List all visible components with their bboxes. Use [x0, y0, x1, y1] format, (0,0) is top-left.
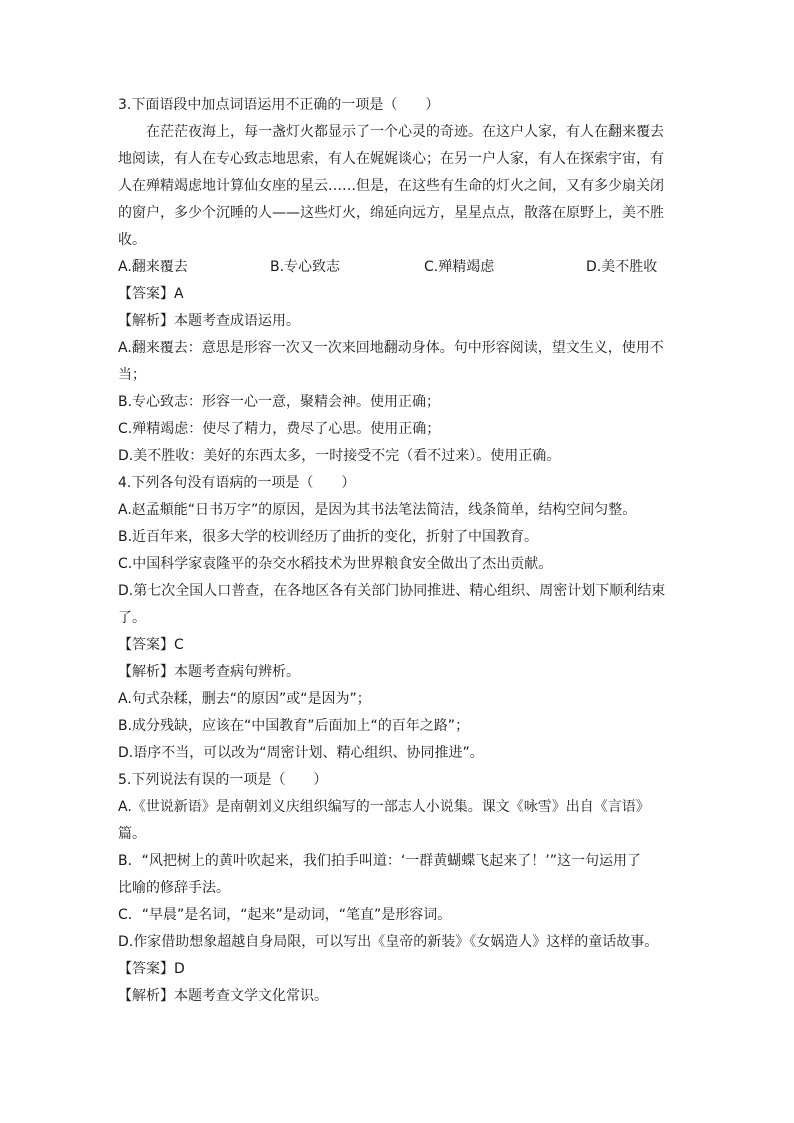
analysis-line: B.专心致志：形容一心一意，聚精会神。使用正确； — [118, 394, 441, 410]
question-3-options — [118, 254, 674, 281]
option-line: D.作家借助想象超越自身局限，可以写出《皇帝的新装》《女娲造人》这样的童话故事。 — [118, 934, 659, 950]
option-line: 了。 — [118, 610, 146, 626]
option-line: C．“早晨”是名词，“起来”是动词，“笔直”是形容词。 — [118, 907, 452, 923]
option-line: C.中国科学家袁隆平的杂交水稻技术为世界粮食安全做出了杰出贡献。 — [118, 556, 553, 572]
option-line: B．“风把树上的黄叶吹起来，我们拍手叫道：‘一群黄蝴蝶飞起来了！’”这一句运用了 — [118, 853, 642, 869]
option-d: D.美不胜收 — [586, 259, 658, 275]
passage-line: 的窗户，多少个沉睡的人——这些灯火，绵延向远方，星星点点，散落在原野上，美不胜 — [118, 205, 664, 221]
passage-line: 人在殚精竭虑地计算仙女座的星云……但是，在这些有生命的灯火之间，又有多少扇关闭 — [118, 178, 664, 194]
option-line: 比喻的修辞手法。 — [118, 880, 230, 896]
analysis-line: A.翻来覆去：意思是形容一次又一次来回地翻动身体。句中形容阅读，望文生义，使用不 — [118, 340, 664, 356]
analysis-line: A.句式杂糅，删去“的原因”或“是因为”； — [118, 691, 371, 707]
analysis-line: B.成分残缺，应该在“中国教育”后面加上“的百年之路”； — [118, 718, 470, 734]
analysis-line: C.殚精竭虑：使尽了精力，费尽了心思。使用正确； — [118, 421, 441, 437]
option-line: D.第七次全国人口普查，在各地区各有关部门协同推进、精心组织、周密计划下顺利结束 — [118, 583, 666, 599]
passage-line: 在茫茫夜海上，每一盏灯火都显示了一个心灵的奇迹。在这户人家，有人在翻来覆去 — [146, 124, 664, 140]
passage-line: 收。 — [118, 232, 146, 248]
option-line: A.《世说新语》是南朝刘义庆组织编写的一部志人小说集。课文《咏雪》出自《言语》 — [118, 799, 650, 815]
option-line: 篇。 — [118, 826, 146, 842]
option-line: B.近百年来，很多大学的校训经历了曲折的变化，折射了中国教育。 — [118, 529, 539, 545]
question-5-title: 5.下列说法有误的一项是（ ） — [118, 772, 328, 788]
option-a: A.翻来覆去 — [118, 259, 188, 275]
answer-label: 【答案】D — [118, 961, 185, 977]
analysis-line: D.语序不当，可以改为“周密计划、精心组织、协同推进”。 — [118, 745, 484, 761]
question-3-title: 3.下面语段中加点词语运用不正确的一项是（ ） — [118, 97, 440, 113]
question-4-title: 4.下列各句没有语病的一项是（ ） — [118, 475, 356, 491]
option-b: B.专心致志 — [270, 259, 341, 275]
document-content — [118, 92, 674, 1010]
analysis-title: 【解析】本题考查成语运用。 — [118, 313, 300, 329]
option-c: C.殚精竭虑 — [424, 259, 495, 275]
analysis-line: D.美不胜收：美好的东西太多，一时接受不完（看不过来）。使用正确。 — [118, 448, 561, 464]
option-line: A.赵孟頫能“日书万字”的原因，是因为其书法笔法简洁，线条简单，结构空间匀整。 — [118, 502, 637, 518]
analysis-title: 【解析】本题考查病句辨析。 — [118, 664, 300, 680]
analysis-title: 【解析】本题考查文学文化常识。 — [118, 988, 328, 1004]
analysis-line: 当； — [118, 367, 146, 383]
answer-label: 【答案】A — [118, 286, 184, 302]
answer-label: 【答案】C — [118, 637, 184, 653]
passage-line: 地阅读，有人在专心致志地思索，有人在娓娓谈心；在另一户人家，有人在探索宇宙，有 — [118, 151, 664, 167]
